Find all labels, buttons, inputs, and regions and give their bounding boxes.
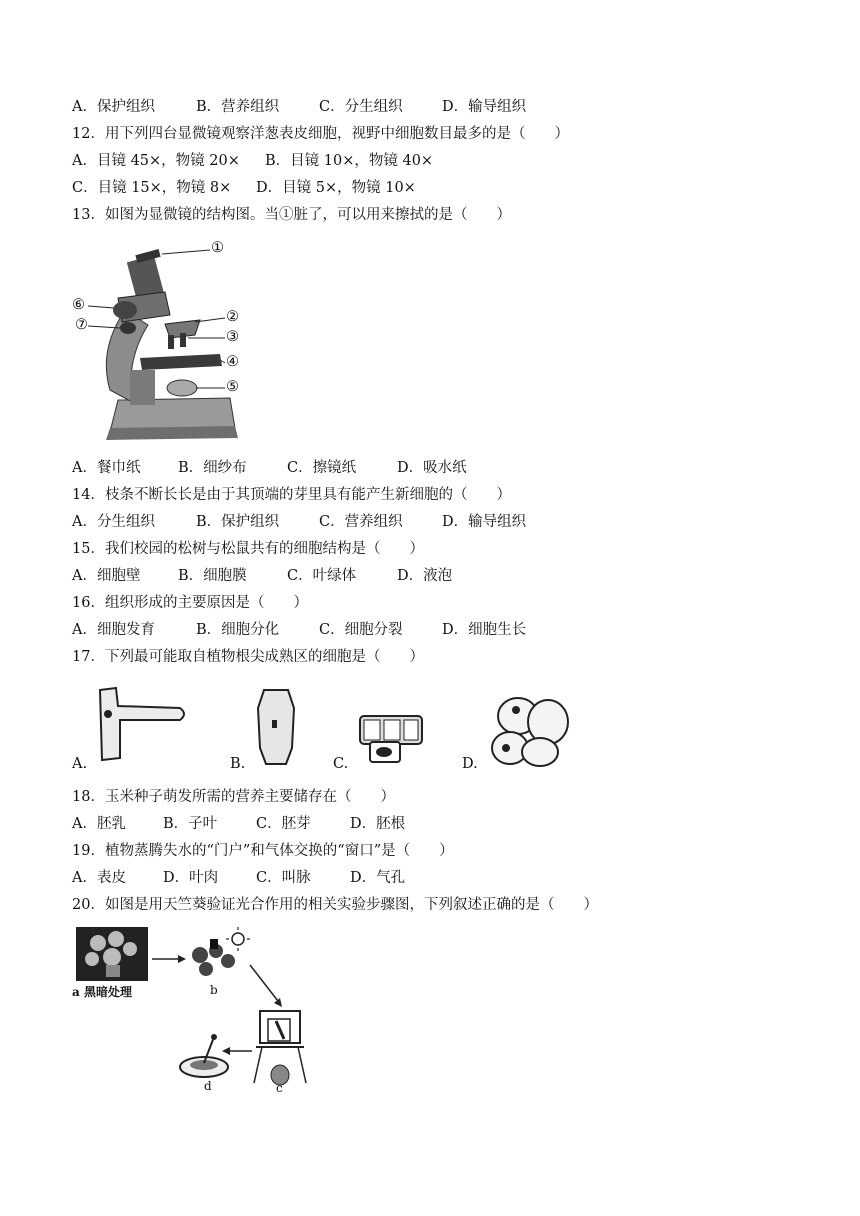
q11-option-d[interactable]: D．输导组织 bbox=[442, 99, 527, 115]
q16-option-d[interactable]: D．细胞生长 bbox=[442, 622, 527, 638]
q18-stem: 18．玉米种子萌发所需的营养主要储存在（ ） bbox=[72, 789, 395, 805]
q18-option-a[interactable]: A．胚乳 bbox=[72, 816, 126, 832]
microscope-figure bbox=[70, 240, 250, 445]
photosynthesis-experiment-figure bbox=[72, 925, 312, 1095]
q11-option-b[interactable]: B．营养组织 bbox=[196, 99, 280, 115]
q13-option-d[interactable]: D．吸水纸 bbox=[397, 460, 467, 476]
q11-option-c[interactable]: C．分生组织 bbox=[319, 99, 403, 115]
q12-stem: 12．用下列四台显微镜观察洋葱表皮细胞，视野中细胞数目最多的是（ ） bbox=[72, 126, 569, 142]
q19-option-c[interactable]: C．叫脉 bbox=[256, 870, 311, 886]
cell-a-figure bbox=[96, 684, 188, 764]
cell-c-figure bbox=[358, 712, 424, 764]
q18-option-c[interactable]: C．胚芽 bbox=[256, 816, 311, 832]
q19-option-b[interactable]: D．叶肉 bbox=[163, 870, 219, 886]
q14-option-a[interactable]: A．分生组织 bbox=[72, 514, 155, 530]
experiment-label-d: d bbox=[204, 1079, 212, 1093]
q16-stem: 16．组织形成的主要原因是（ ） bbox=[72, 595, 308, 611]
q17-cell-figures bbox=[70, 682, 590, 777]
microscope-label-4: ④ bbox=[226, 354, 239, 370]
q19-option-d[interactable]: D．气孔 bbox=[350, 870, 406, 886]
q14-stem: 14．枝条不断长长是由于其顶端的芽里具有能产生新细胞的（ ） bbox=[72, 487, 511, 503]
q19-stem: 19．植物蒸腾失水的“门户”和气体交换的“窗口”是（ ） bbox=[72, 843, 454, 859]
q18-option-d[interactable]: D．胚根 bbox=[350, 816, 406, 832]
q11-option-a[interactable]: A．保护组织 bbox=[72, 99, 155, 115]
q16-option-c[interactable]: C．细胞分裂 bbox=[319, 622, 403, 638]
q12-option-a[interactable]: A．目镜 45×，物镜 20× bbox=[72, 153, 240, 169]
q16-option-b[interactable]: B．细胞分化 bbox=[196, 622, 280, 638]
q17-option-a[interactable]: A. bbox=[72, 756, 88, 772]
q17-option-b[interactable]: B. bbox=[230, 756, 246, 772]
q13-stem: 13．如图为显微镜的结构图。当①脏了，可以用来擦拭的是（ ） bbox=[72, 207, 511, 223]
microscope-label-6: ⑥ bbox=[72, 297, 85, 313]
q17-stem: 17．下列最可能取自植物根尖成熟区的细胞是（ ） bbox=[72, 649, 424, 665]
q14-option-b[interactable]: B．保护组织 bbox=[196, 514, 280, 530]
q12-option-d[interactable]: D．目镜 5×，物镜 10× bbox=[256, 180, 416, 196]
experiment-label-b: b bbox=[210, 983, 218, 997]
microscope-label-1: ① bbox=[211, 240, 224, 256]
q15-option-d[interactable]: D．液泡 bbox=[397, 568, 453, 584]
q13-option-c[interactable]: C．擦镜纸 bbox=[287, 460, 357, 476]
cell-d-figure bbox=[488, 694, 572, 770]
q15-option-b[interactable]: B．细胞膜 bbox=[178, 568, 247, 584]
q19-option-a[interactable]: A．表皮 bbox=[72, 870, 126, 886]
q12-option-c[interactable]: C．目镜 15×，物镜 8× bbox=[72, 180, 232, 196]
q18-option-b[interactable]: B．子叶 bbox=[163, 816, 218, 832]
q14-option-d[interactable]: D．输导组织 bbox=[442, 514, 527, 530]
q14-option-c[interactable]: C．营养组织 bbox=[319, 514, 403, 530]
q17-option-c[interactable]: C. bbox=[333, 756, 349, 772]
q20-stem: 20．如图是用天竺葵验证光合作用的相关实验步骤图，下列叙述正确的是（ ） bbox=[72, 897, 598, 913]
q13-option-b[interactable]: B．细纱布 bbox=[178, 460, 247, 476]
microscope-label-2: ② bbox=[226, 309, 239, 325]
microscope-label-3: ③ bbox=[226, 329, 239, 345]
q16-option-a[interactable]: A．细胞发育 bbox=[72, 622, 155, 638]
microscope-label-5: ⑤ bbox=[226, 379, 239, 395]
q13-option-a[interactable]: A．餐巾纸 bbox=[72, 460, 141, 476]
q17-option-d[interactable]: D. bbox=[462, 756, 478, 772]
cell-b-figure bbox=[256, 688, 296, 766]
experiment-label-a: a 黑暗处理 bbox=[72, 985, 132, 999]
q12-option-b[interactable]: B．目镜 10×，物镜 40× bbox=[265, 153, 434, 169]
experiment-label-c: c bbox=[276, 1081, 283, 1095]
q15-option-a[interactable]: A．细胞壁 bbox=[72, 568, 141, 584]
q15-option-c[interactable]: C．叶绿体 bbox=[287, 568, 357, 584]
q15-stem: 15．我们校园的松树与松鼠共有的细胞结构是（ ） bbox=[72, 541, 424, 557]
microscope-label-7: ⑦ bbox=[75, 317, 88, 333]
